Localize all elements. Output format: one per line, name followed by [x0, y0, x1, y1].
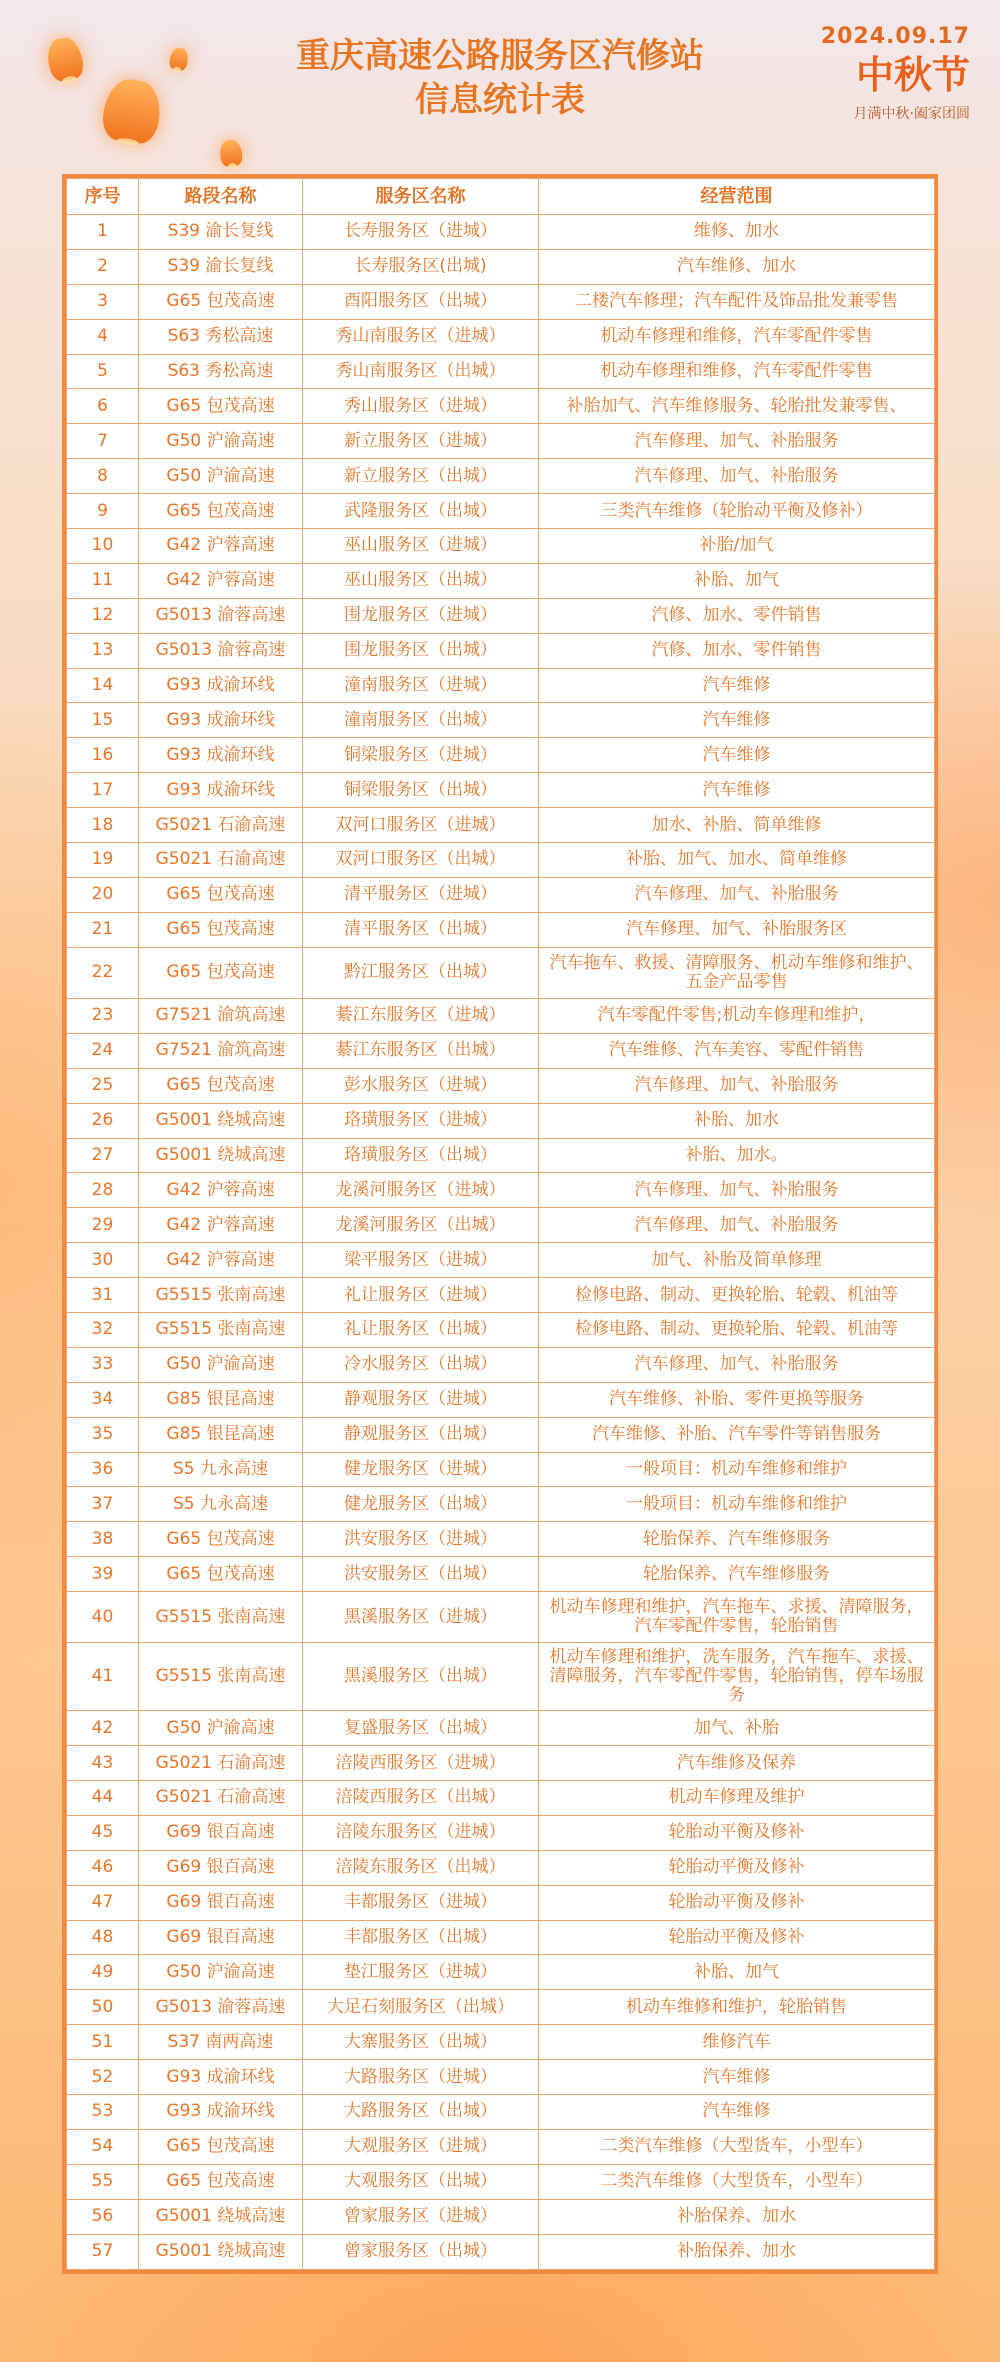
cell-service-area: 綦江东服务区（出城） — [303, 1033, 539, 1068]
cell-index: 5 — [67, 354, 139, 389]
table-row — [67, 843, 935, 878]
cell-index: 24 — [67, 1033, 139, 1068]
cell-index: 14 — [67, 668, 139, 703]
cell-service-area: 铜梁服务区（进城） — [303, 738, 539, 773]
cell-road: G7521 渝筑高速 — [139, 1033, 303, 1068]
cell-scope: 汽车维修 — [539, 738, 935, 773]
cell-index: 9 — [67, 494, 139, 529]
table-row — [67, 354, 935, 389]
table-row — [67, 1033, 935, 1068]
table-row — [67, 2095, 935, 2130]
cell-service-area: 新立服务区（出城） — [303, 459, 539, 494]
cell-road: G69 银百高速 — [139, 1885, 303, 1920]
cell-service-area: 礼让服务区（进城） — [303, 1278, 539, 1313]
cell-service-area: 双河口服务区（出城） — [303, 843, 539, 878]
table-row — [67, 1103, 935, 1138]
cell-index: 20 — [67, 877, 139, 912]
table-row — [67, 703, 935, 738]
table-row — [67, 424, 935, 459]
cell-index: 55 — [67, 2164, 139, 2199]
cell-index: 48 — [67, 1920, 139, 1955]
cell-index: 47 — [67, 1885, 139, 1920]
table-row — [67, 1173, 935, 1208]
cell-road: G65 包茂高速 — [139, 877, 303, 912]
cell-index: 49 — [67, 1955, 139, 1990]
cell-index: 52 — [67, 2060, 139, 2095]
cell-index: 28 — [67, 1173, 139, 1208]
cell-service-area: 珞璜服务区（进城） — [303, 1103, 539, 1138]
cell-service-area: 健龙服务区（出城） — [303, 1487, 539, 1522]
festival-badge — [821, 24, 970, 123]
cell-scope: 机动车修理及维护 — [539, 1780, 935, 1815]
cell-road: G93 成渝环线 — [139, 738, 303, 773]
cell-index: 23 — [67, 999, 139, 1034]
cell-scope: 轮胎动平衡及修补 — [539, 1850, 935, 1885]
cell-scope: 补胎、加水 — [539, 1103, 935, 1138]
cell-scope: 汽车维修 — [539, 2095, 935, 2130]
cell-scope: 汽车维修 — [539, 668, 935, 703]
cell-index: 42 — [67, 1711, 139, 1746]
cell-index: 18 — [67, 808, 139, 843]
table-row — [67, 1522, 935, 1557]
cell-index: 46 — [67, 1850, 139, 1885]
cell-index: 15 — [67, 703, 139, 738]
cell-road: G5013 渝蓉高速 — [139, 633, 303, 668]
cell-road: G5001 绕城高速 — [139, 1138, 303, 1173]
cell-service-area: 冷水服务区（出城） — [303, 1347, 539, 1382]
cell-index: 41 — [67, 1643, 139, 1711]
header-index: 序号 — [67, 179, 139, 215]
cell-service-area: 铜梁服务区（出城） — [303, 773, 539, 808]
cell-service-area: 潼南服务区（进城） — [303, 668, 539, 703]
cell-service-area: 武隆服务区（出城） — [303, 494, 539, 529]
cell-scope: 汽车修理、加气、补胎服务 — [539, 1347, 935, 1382]
cell-service-area: 大足石刻服务区（出城） — [303, 1990, 539, 2025]
table-row — [67, 563, 935, 598]
header-road: 路段名称 — [139, 179, 303, 215]
cell-road: G5013 渝蓉高速 — [139, 598, 303, 633]
cell-scope: 补胎、加气、加水、简单维修 — [539, 843, 935, 878]
cell-scope: 二类汽车维修（大型货车，小型车） — [539, 2164, 935, 2199]
cell-service-area: 曾家服务区（进城） — [303, 2199, 539, 2234]
cell-scope: 补胎/加气 — [539, 529, 935, 564]
cell-road: G42 沪蓉高速 — [139, 563, 303, 598]
table-row — [67, 1780, 935, 1815]
cell-index: 3 — [67, 284, 139, 319]
cell-scope: 补胎保养、加水 — [539, 2234, 935, 2269]
cell-service-area: 健龙服务区（进城） — [303, 1452, 539, 1487]
cell-index: 4 — [67, 319, 139, 354]
table-row — [67, 389, 935, 424]
cell-scope: 汽车维修 — [539, 703, 935, 738]
table-header-row — [67, 179, 935, 215]
cell-road: G65 包茂高速 — [139, 1557, 303, 1592]
cell-road: G5001 绕城高速 — [139, 2234, 303, 2269]
cell-service-area: 秀山服务区（进城） — [303, 389, 539, 424]
cell-service-area: 巫山服务区（进城） — [303, 529, 539, 564]
cell-road: G42 沪蓉高速 — [139, 1173, 303, 1208]
table-row — [67, 319, 935, 354]
cell-service-area: 秀山南服务区（出城） — [303, 354, 539, 389]
table-row — [67, 1920, 935, 1955]
cell-scope: 机动车修理和维修，汽车零配件零售 — [539, 354, 935, 389]
cell-service-area: 涪陵东服务区（进城） — [303, 1815, 539, 1850]
cell-index: 40 — [67, 1592, 139, 1643]
cell-scope: 机动车修理和维护，汽车拖车、求援、清障服务，汽车零配件零售，轮胎销售 — [539, 1592, 935, 1643]
cell-service-area: 清平服务区（出城） — [303, 912, 539, 947]
cell-road: G93 成渝环线 — [139, 703, 303, 738]
table-row — [67, 1417, 935, 1452]
cell-scope: 一般项目：机动车维修和维护 — [539, 1487, 935, 1522]
cell-service-area: 礼让服务区（出城） — [303, 1313, 539, 1348]
cell-index: 34 — [67, 1382, 139, 1417]
title-line-2: 信息统计表 — [415, 80, 585, 120]
cell-service-area: 曾家服务区（出城） — [303, 2234, 539, 2269]
cell-road: G5021 石渝高速 — [139, 808, 303, 843]
cell-scope: 补胎、加气 — [539, 1955, 935, 1990]
cell-index: 44 — [67, 1780, 139, 1815]
table-row — [67, 1208, 935, 1243]
cell-road: G93 成渝环线 — [139, 2060, 303, 2095]
cell-index: 38 — [67, 1522, 139, 1557]
table-row — [67, 2164, 935, 2199]
cell-scope: 汽车维修、汽车美容、零配件销售 — [539, 1033, 935, 1068]
cell-road: G93 成渝环线 — [139, 668, 303, 703]
cell-index: 51 — [67, 2025, 139, 2060]
cell-scope: 维修汽车 — [539, 2025, 935, 2060]
table-row — [67, 999, 935, 1034]
cell-service-area: 梁平服务区（进城） — [303, 1243, 539, 1278]
cell-road: S37 南两高速 — [139, 2025, 303, 2060]
table-row — [67, 249, 935, 284]
cell-index: 35 — [67, 1417, 139, 1452]
cell-index: 31 — [67, 1278, 139, 1313]
cell-road: G5021 石渝高速 — [139, 1780, 303, 1815]
cell-service-area: 丰都服务区（出城） — [303, 1920, 539, 1955]
table-row — [67, 2234, 935, 2269]
table-row — [67, 1278, 935, 1313]
table-row — [67, 877, 935, 912]
cell-scope: 轮胎动平衡及修补 — [539, 1885, 935, 1920]
cell-scope: 轮胎动平衡及修补 — [539, 1920, 935, 1955]
cell-road: G65 包茂高速 — [139, 1522, 303, 1557]
cell-road: G65 包茂高速 — [139, 2164, 303, 2199]
table-row — [67, 668, 935, 703]
cell-service-area: 大观服务区（出城） — [303, 2164, 539, 2199]
cell-road: S39 渝长复线 — [139, 215, 303, 250]
cell-scope: 汽车修理、加气、补胎服务 — [539, 459, 935, 494]
table-row — [67, 1746, 935, 1781]
cell-service-area: 酉阳服务区（出城） — [303, 284, 539, 319]
cell-road: S5 九永高速 — [139, 1487, 303, 1522]
cell-service-area: 黑溪服务区（出城） — [303, 1643, 539, 1711]
table-row — [67, 2060, 935, 2095]
cell-index: 7 — [67, 424, 139, 459]
cell-scope: 汽车零配件零售;机动车修理和维护， — [539, 999, 935, 1034]
cell-road: G85 银昆高速 — [139, 1417, 303, 1452]
cell-road: G5515 张南高速 — [139, 1643, 303, 1711]
cell-service-area: 洪安服务区（进城） — [303, 1522, 539, 1557]
table-row — [67, 2025, 935, 2060]
cell-service-area: 巫山服务区（出城） — [303, 563, 539, 598]
cell-road: G50 沪渝高速 — [139, 1955, 303, 1990]
lantern-decoration-4 — [219, 139, 244, 167]
cell-index: 29 — [67, 1208, 139, 1243]
cell-road: S39 渝长复线 — [139, 249, 303, 284]
table-row — [67, 1138, 935, 1173]
cell-road: G5515 张南高速 — [139, 1592, 303, 1643]
table-row — [67, 1452, 935, 1487]
cell-service-area: 綦江东服务区（进城） — [303, 999, 539, 1034]
table-row — [67, 1955, 935, 1990]
cell-scope: 汽修、加水、零件销售 — [539, 633, 935, 668]
table-row — [67, 494, 935, 529]
cell-road: G93 成渝环线 — [139, 773, 303, 808]
cell-index: 16 — [67, 738, 139, 773]
cell-road: G85 银昆高速 — [139, 1382, 303, 1417]
cell-service-area: 大观服务区（进城） — [303, 2129, 539, 2164]
cell-service-area: 洪安服务区（出城） — [303, 1557, 539, 1592]
cell-road: G5515 张南高速 — [139, 1313, 303, 1348]
table-row — [67, 529, 935, 564]
cell-scope: 汽车修理、加气、补胎服务 — [539, 1068, 935, 1103]
festival-slogan: 月满中秋·阖家团圆 — [853, 106, 970, 122]
cell-road: G5021 石渝高速 — [139, 843, 303, 878]
cell-index: 53 — [67, 2095, 139, 2130]
cell-scope: 汽车维修及保养 — [539, 1746, 935, 1781]
table-row — [67, 1711, 935, 1746]
cell-road: G50 沪渝高速 — [139, 459, 303, 494]
table-body — [67, 215, 935, 2270]
table-row — [67, 773, 935, 808]
cell-scope: 汽车修理、加气、补胎服务 — [539, 424, 935, 459]
cell-service-area: 大路服务区（进城） — [303, 2060, 539, 2095]
cell-index: 2 — [67, 249, 139, 284]
cell-index: 6 — [67, 389, 139, 424]
cell-road: G7521 渝筑高速 — [139, 999, 303, 1034]
cell-scope: 补胎加气、汽车维修服务、轮胎批发兼零售、 — [539, 389, 935, 424]
cell-road: S63 秀松高速 — [139, 354, 303, 389]
table-row — [67, 284, 935, 319]
cell-service-area: 复盛服务区（出城） — [303, 1711, 539, 1746]
cell-index: 13 — [67, 633, 139, 668]
cell-road: G65 包茂高速 — [139, 947, 303, 998]
cell-scope: 维修、加水 — [539, 215, 935, 250]
cell-scope: 机动车维修和维护，轮胎销售 — [539, 1990, 935, 2025]
table-row — [67, 1815, 935, 1850]
cell-service-area: 大路服务区（出城） — [303, 2095, 539, 2130]
cell-index: 54 — [67, 2129, 139, 2164]
table-row — [67, 947, 935, 998]
cell-service-area: 清平服务区（进城） — [303, 877, 539, 912]
cell-road: G5013 渝蓉高速 — [139, 1990, 303, 2025]
cell-scope: 汽车维修、补胎、汽车零件等销售服务 — [539, 1417, 935, 1452]
table-row — [67, 1643, 935, 1711]
cell-scope: 轮胎保养、汽车维修服务 — [539, 1557, 935, 1592]
cell-service-area: 珞璜服务区（出城） — [303, 1138, 539, 1173]
cell-index: 8 — [67, 459, 139, 494]
header-scope: 经营范围 — [539, 179, 935, 215]
cell-scope: 三类汽车维修（轮胎动平衡及修补） — [539, 494, 935, 529]
cell-index: 33 — [67, 1347, 139, 1382]
cell-road: G5001 绕城高速 — [139, 1103, 303, 1138]
cell-road: G65 包茂高速 — [139, 284, 303, 319]
cell-road: G65 包茂高速 — [139, 2129, 303, 2164]
cell-service-area: 新立服务区（进城） — [303, 424, 539, 459]
cell-road: G50 沪渝高速 — [139, 1347, 303, 1382]
date-label: 2024.09.17 — [820, 24, 970, 49]
cell-service-area: 龙溪河服务区（进城） — [303, 1173, 539, 1208]
cell-service-area: 静观服务区（进城） — [303, 1382, 539, 1417]
cell-road: G5515 张南高速 — [139, 1278, 303, 1313]
table-row — [67, 1347, 935, 1382]
cell-scope: 补胎保养、加水 — [539, 2199, 935, 2234]
cell-index: 21 — [67, 912, 139, 947]
cell-road: G65 包茂高速 — [139, 389, 303, 424]
cell-scope: 汽车修理、加气、补胎服务 — [539, 1208, 935, 1243]
cell-road: G69 银百高速 — [139, 1920, 303, 1955]
cell-road: G50 沪渝高速 — [139, 1711, 303, 1746]
festival-name: 中秋节 — [855, 52, 970, 97]
header-service-area: 服务区名称 — [303, 179, 539, 215]
table-row — [67, 1313, 935, 1348]
table-row — [67, 1068, 935, 1103]
table-row — [67, 2129, 935, 2164]
cell-scope: 汽车修理、加气、补胎服务区 — [539, 912, 935, 947]
cell-scope: 汽修、加水、零件销售 — [539, 598, 935, 633]
cell-road: S63 秀松高速 — [139, 319, 303, 354]
cell-service-area: 垫江服务区（进城） — [303, 1955, 539, 1990]
cell-road: G50 沪渝高速 — [139, 424, 303, 459]
cell-road: G5021 石渝高速 — [139, 1746, 303, 1781]
table-row — [67, 808, 935, 843]
cell-scope: 加气、补胎及简单修理 — [539, 1243, 935, 1278]
cell-road: G65 包茂高速 — [139, 1068, 303, 1103]
table-row — [67, 1592, 935, 1643]
table-row — [67, 1557, 935, 1592]
cell-service-area: 双河口服务区（进城） — [303, 808, 539, 843]
cell-service-area: 静观服务区（出城） — [303, 1417, 539, 1452]
cell-scope: 机动车修理和维修，汽车零配件零售 — [539, 319, 935, 354]
table-row — [67, 1850, 935, 1885]
cell-road: G69 银百高速 — [139, 1815, 303, 1850]
cell-index: 19 — [67, 843, 139, 878]
cell-scope: 汽车修理、加气、补胎服务 — [539, 877, 935, 912]
cell-service-area: 黑溪服务区（进城） — [303, 1592, 539, 1643]
cell-index: 10 — [67, 529, 139, 564]
table-row — [67, 598, 935, 633]
cell-scope: 一般项目：机动车维修和维护 — [539, 1452, 935, 1487]
cell-service-area: 长寿服务区（进城） — [303, 215, 539, 250]
cell-service-area: 黔江服务区（出城） — [303, 947, 539, 998]
table-row — [67, 459, 935, 494]
cell-scope: 加水、补胎、简单维修 — [539, 808, 935, 843]
cell-service-area: 大寨服务区（出城） — [303, 2025, 539, 2060]
cell-index: 17 — [67, 773, 139, 808]
table-row — [67, 1885, 935, 1920]
cell-index: 36 — [67, 1452, 139, 1487]
cell-scope: 检修电路、制动、更换轮胎、轮毂、机油等 — [539, 1278, 935, 1313]
cell-service-area: 围龙服务区（进城） — [303, 598, 539, 633]
table-row — [67, 1990, 935, 2025]
table-row — [67, 1382, 935, 1417]
cell-service-area: 丰都服务区（进城） — [303, 1885, 539, 1920]
cell-index: 25 — [67, 1068, 139, 1103]
cell-service-area: 涪陵东服务区（出城） — [303, 1850, 539, 1885]
table-row — [67, 633, 935, 668]
cell-scope: 补胎、加气 — [539, 563, 935, 598]
cell-scope: 轮胎保养、汽车维修服务 — [539, 1522, 935, 1557]
cell-scope: 加气、补胎 — [539, 1711, 935, 1746]
cell-index: 12 — [67, 598, 139, 633]
cell-index: 32 — [67, 1313, 139, 1348]
cell-index: 37 — [67, 1487, 139, 1522]
cell-scope: 二类汽车维修（大型货车，小型车） — [539, 2129, 935, 2164]
cell-service-area: 彭水服务区（进城） — [303, 1068, 539, 1103]
cell-index: 1 — [67, 215, 139, 250]
cell-service-area: 围龙服务区（出城） — [303, 633, 539, 668]
cell-road: G65 包茂高速 — [139, 912, 303, 947]
cell-scope: 二楼汽车修理；汽车配件及饰品批发兼零售 — [539, 284, 935, 319]
table-row — [67, 2199, 935, 2234]
cell-scope: 汽车维修、补胎、零件更换等服务 — [539, 1382, 935, 1417]
cell-service-area: 涪陵西服务区（进城） — [303, 1746, 539, 1781]
cell-index: 27 — [67, 1138, 139, 1173]
cell-index: 30 — [67, 1243, 139, 1278]
cell-road: G42 沪蓉高速 — [139, 529, 303, 564]
cell-service-area: 潼南服务区（出城） — [303, 703, 539, 738]
cell-index: 11 — [67, 563, 139, 598]
cell-road: S5 九永高速 — [139, 1452, 303, 1487]
cell-scope: 汽车维修 — [539, 773, 935, 808]
cell-scope: 补胎、加水。 — [539, 1138, 935, 1173]
table-row — [67, 1243, 935, 1278]
cell-index: 57 — [67, 2234, 139, 2269]
cell-service-area: 秀山南服务区（进城） — [303, 319, 539, 354]
table-row — [67, 1487, 935, 1522]
cell-service-area: 涪陵西服务区（出城） — [303, 1780, 539, 1815]
cell-index: 43 — [67, 1746, 139, 1781]
cell-scope: 汽车拖车、救援、清障服务、机动车维修和维护、五金产品零售 — [539, 947, 935, 998]
table-row — [67, 215, 935, 250]
table-row — [67, 738, 935, 773]
cell-road: G5001 绕城高速 — [139, 2199, 303, 2234]
cell-scope: 机动车修理和维护，洗车服务，汽车拖车、求援、清障服务，汽车零配件零售，轮胎销售，停车场服务 — [539, 1643, 935, 1711]
cell-service-area: 龙溪河服务区（出城） — [303, 1208, 539, 1243]
cell-service-area: 长寿服务区(出城) — [303, 249, 539, 284]
cell-scope: 汽车维修 — [539, 2060, 935, 2095]
cell-index: 39 — [67, 1557, 139, 1592]
service-area-table — [62, 174, 938, 2274]
cell-index: 45 — [67, 1815, 139, 1850]
cell-index: 50 — [67, 1990, 139, 2025]
cell-scope: 检修电路、制动、更换轮胎、轮毂、机油等 — [539, 1313, 935, 1348]
cell-road: G93 成渝环线 — [139, 2095, 303, 2130]
title-line-1: 重庆高速公路服务区汽修站 — [296, 36, 704, 76]
cell-scope: 汽车修理、加气、补胎服务 — [539, 1173, 935, 1208]
cell-road: G42 沪蓉高速 — [139, 1208, 303, 1243]
table-row — [67, 912, 935, 947]
cell-road: G42 沪蓉高速 — [139, 1243, 303, 1278]
cell-index: 26 — [67, 1103, 139, 1138]
cell-index: 22 — [67, 947, 139, 998]
cell-road: G65 包茂高速 — [139, 494, 303, 529]
cell-scope: 轮胎动平衡及修补 — [539, 1815, 935, 1850]
cell-scope: 汽车维修、加水 — [539, 249, 935, 284]
cell-index: 56 — [67, 2199, 139, 2234]
cell-road: G69 银百高速 — [139, 1850, 303, 1885]
